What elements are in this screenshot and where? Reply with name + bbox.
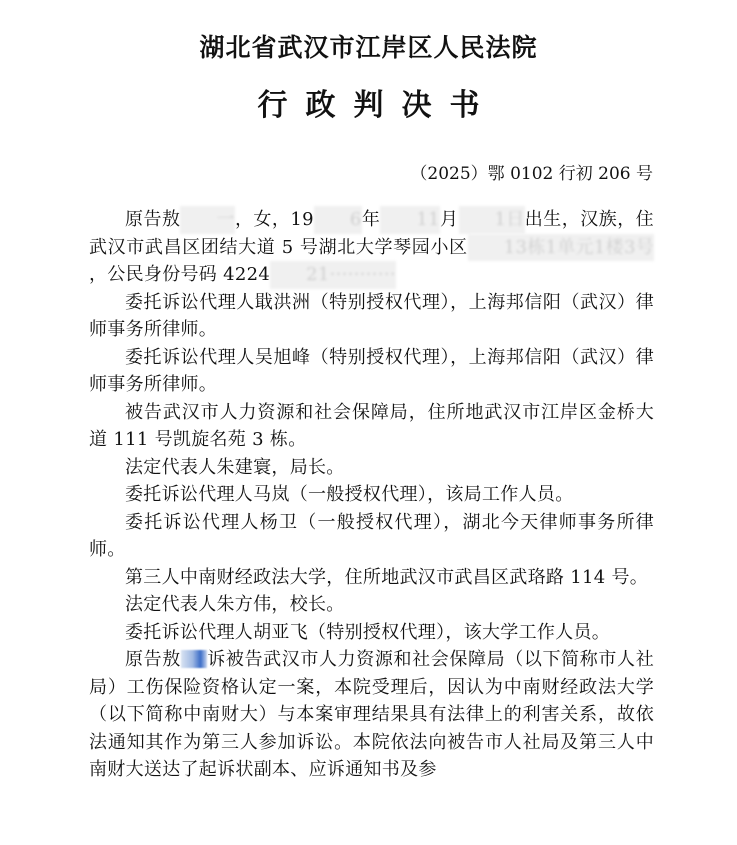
third-party-paragraph: 第三人中南财经政法大学，住所地武汉市武昌区武珞路 114 号。 bbox=[125, 566, 649, 588]
redacted-id-number: 21··········· bbox=[270, 261, 396, 289]
case-narrative bbox=[89, 646, 654, 784]
plaintiff-text: 年 bbox=[361, 209, 381, 230]
plaintiff-text: 月 bbox=[439, 209, 459, 230]
redacted-address: 13栋1单元1楼3号 bbox=[468, 234, 654, 262]
redacted-name-mark bbox=[181, 650, 207, 668]
narrative-text: 诉被告武汉市人力资源和社会保障局（以下简称市人社局）工伤保险资格认定一案，本院受理后，因认为中南财经政法大学（以下简称中南财大）与本案审理结果具有法律上的利害关系，故依法通知其作为第三人参加诉讼。本院依法向被告市人社局及第三人中南财大送达了起诉状副本、应诉通知书及参 bbox=[89, 649, 654, 780]
third-party-agent: 委托诉讼代理人胡亚飞（特别授权代理），该大学工作人员。 bbox=[125, 621, 611, 643]
narrative-plaintiff-label: 原告敖 bbox=[125, 649, 181, 670]
defendant-agent-1: 委托诉讼代理人马岚（一般授权代理），该局工作人员。 bbox=[125, 484, 574, 505]
plaintiff-text: 出生，汉族，住武汉市武昌区团结大道 5 号湖北大学琴园小区 bbox=[89, 209, 654, 258]
plaintiff-text: ，公民身份号码 4224 bbox=[89, 264, 271, 285]
document-type-title: 行政判决书 bbox=[257, 88, 498, 123]
redacted-birth-day: 1日 bbox=[459, 206, 525, 234]
defendant-agent-2: 委托诉讼代理人杨卫（一般授权代理），湖北今天律师事务所律师。 bbox=[89, 511, 654, 560]
redacted-birth-year: 6 bbox=[314, 206, 362, 234]
plaintiff-label: 原告敖 bbox=[125, 209, 181, 230]
redacted-name: 一 bbox=[180, 206, 234, 234]
plaintiff-text: ，女，19 bbox=[234, 209, 314, 230]
third-party-representative: 法定代表人朱方伟，校长。 bbox=[125, 594, 345, 615]
case-number: （2025）鄂 0102 行初 206 号 bbox=[410, 164, 653, 184]
redacted-birth-month: 11 bbox=[380, 206, 440, 234]
court-name: 湖北省武汉市江岸区人民法院 bbox=[199, 33, 538, 62]
defendant-representative: 法定代表人朱建寰，局长。 bbox=[125, 456, 345, 478]
plaintiff-paragraph bbox=[89, 206, 654, 289]
judgment-body bbox=[89, 206, 654, 784]
defendant-paragraph: 被告武汉市人力资源和社会保障局，住所地武汉市江岸区金桥大道 111 号凯旋名苑 3 栋。 bbox=[89, 401, 654, 450]
plaintiff-agent-2: 委托诉讼代理人吴旭峰（特别授权代理），上海邦信阳（武汉）律师事务所律师。 bbox=[89, 346, 654, 395]
plaintiff-agent-1: 委托诉讼代理人戢洪洲（特别授权代理），上海邦信阳（武汉）律师事务所律师。 bbox=[89, 291, 654, 340]
